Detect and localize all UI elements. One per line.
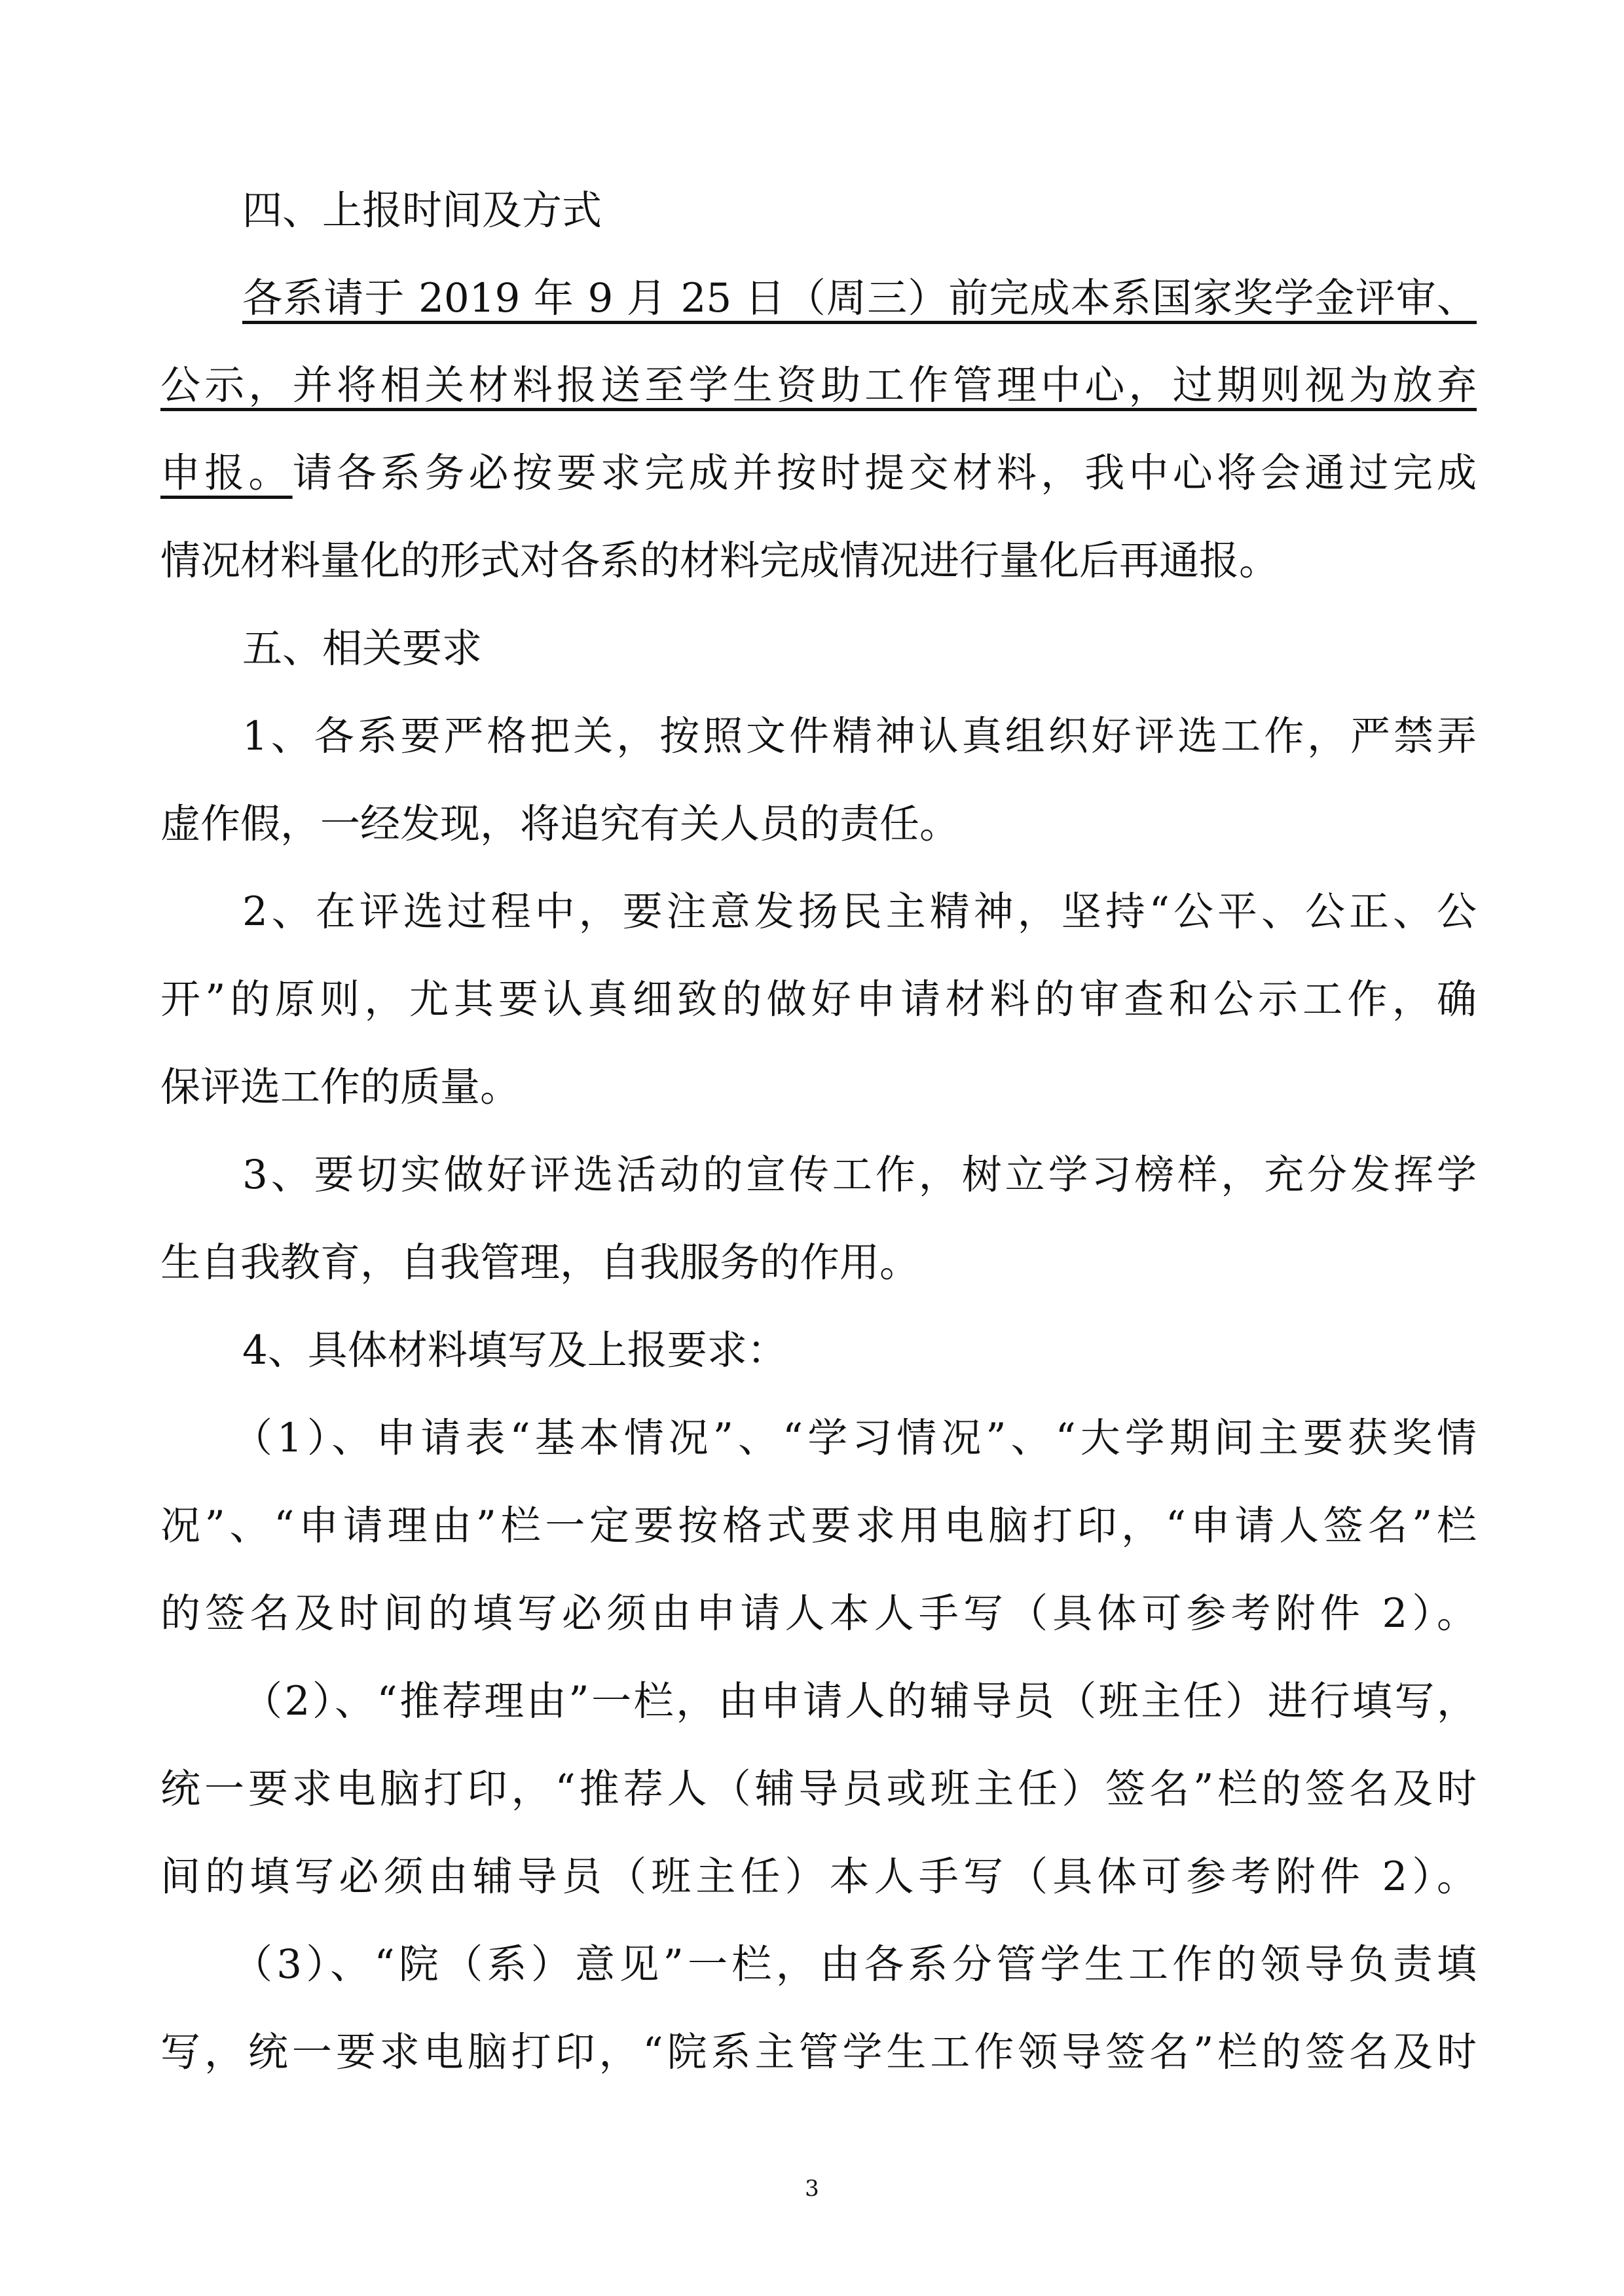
item-1-line-2: 虚作假，一经发现，将追究有关人员的责任。 (160, 801, 960, 847)
item-2-line-1: 2、在评选过程中，要注意发扬民主精神，坚持“公平、公正、公 (242, 888, 1477, 935)
underlined-text: 公示，并将相关材料报送至学生资助工作管理中心，过期则视为放弃 (160, 362, 1477, 409)
sub-item-3-line-1: （3）、“院（系）意见”一栏，由各系分管学生工作的领导负责填 (232, 1941, 1477, 1988)
sub-item-2-line-2: 统一要求电脑打印，“推荐人（辅导员或班主任）签名”栏的签名及时 (160, 1766, 1477, 1812)
section-4-paragraph-line-1 (242, 263, 1477, 335)
item-1-line-1: 1、各系要严格把关，按照文件精神认真组织好评选工作，严禁弄 (242, 713, 1477, 759)
section-4-heading: 四、上报时间及方式 (242, 187, 602, 234)
section-5-heading: 五、相关要求 (242, 625, 483, 672)
paragraph-text: 请各系务必按要求完成并按时提交材料，我中心将会通过完成 (292, 450, 1477, 496)
item-3-line-2: 生自我教育，自我管理，自我服务的作用。 (160, 1239, 920, 1286)
item-2-line-3: 保评选工作的质量。 (160, 1064, 521, 1110)
sub-item-1-line-1: （1）、申请表“基本情况”、“学习情况”、“大学期间主要获奖情 (232, 1415, 1477, 1461)
sub-item-2-line-3: 间的填写必须由辅导员（班主任）本人手写（具体可参考附件 2）。 (160, 1853, 1477, 1900)
item-2-line-2: 开”的原则，尤其要认真细致的做好申请材料的审查和公示工作，确 (160, 976, 1477, 1023)
item-4-heading: 4、具体材料填写及上报要求： (242, 1327, 787, 1374)
sub-item-3-line-2: 写，统一要求电脑打印，“院系主管学生工作领导签名”栏的签名及时 (160, 2029, 1477, 2075)
sub-item-2-line-1: （2）、“推荐理由”一栏，由申请人的辅导员（班主任）进行填写， (242, 1678, 1477, 1724)
underlined-text: 各系请于 2019 年 9 月 25 日（周三）前完成本系国家奖学金评审、 (242, 275, 1477, 321)
item-3-line-1: 3、要切实做好评选活动的宣传工作，树立学习榜样，充分发挥学 (242, 1152, 1477, 1198)
section-4-paragraph-line-4: 情况材料量化的形式对各系的材料完成情况进行量化后再通报。 (160, 538, 1280, 584)
sub-item-1-line-3: 的签名及时间的填写必须由申请人本人手写（具体可参考附件 2）。 (160, 1590, 1477, 1637)
section-4-paragraph-line-2 (160, 350, 1477, 422)
page-number: 3 (805, 2176, 819, 2202)
sub-item-1-line-2: 况”、“申请理由”栏一定要按格式要求用电脑打印，“申请人签名”栏 (160, 1503, 1477, 1549)
section-4-paragraph-line-3 (160, 437, 1477, 509)
underlined-text: 申报。 (160, 450, 293, 496)
